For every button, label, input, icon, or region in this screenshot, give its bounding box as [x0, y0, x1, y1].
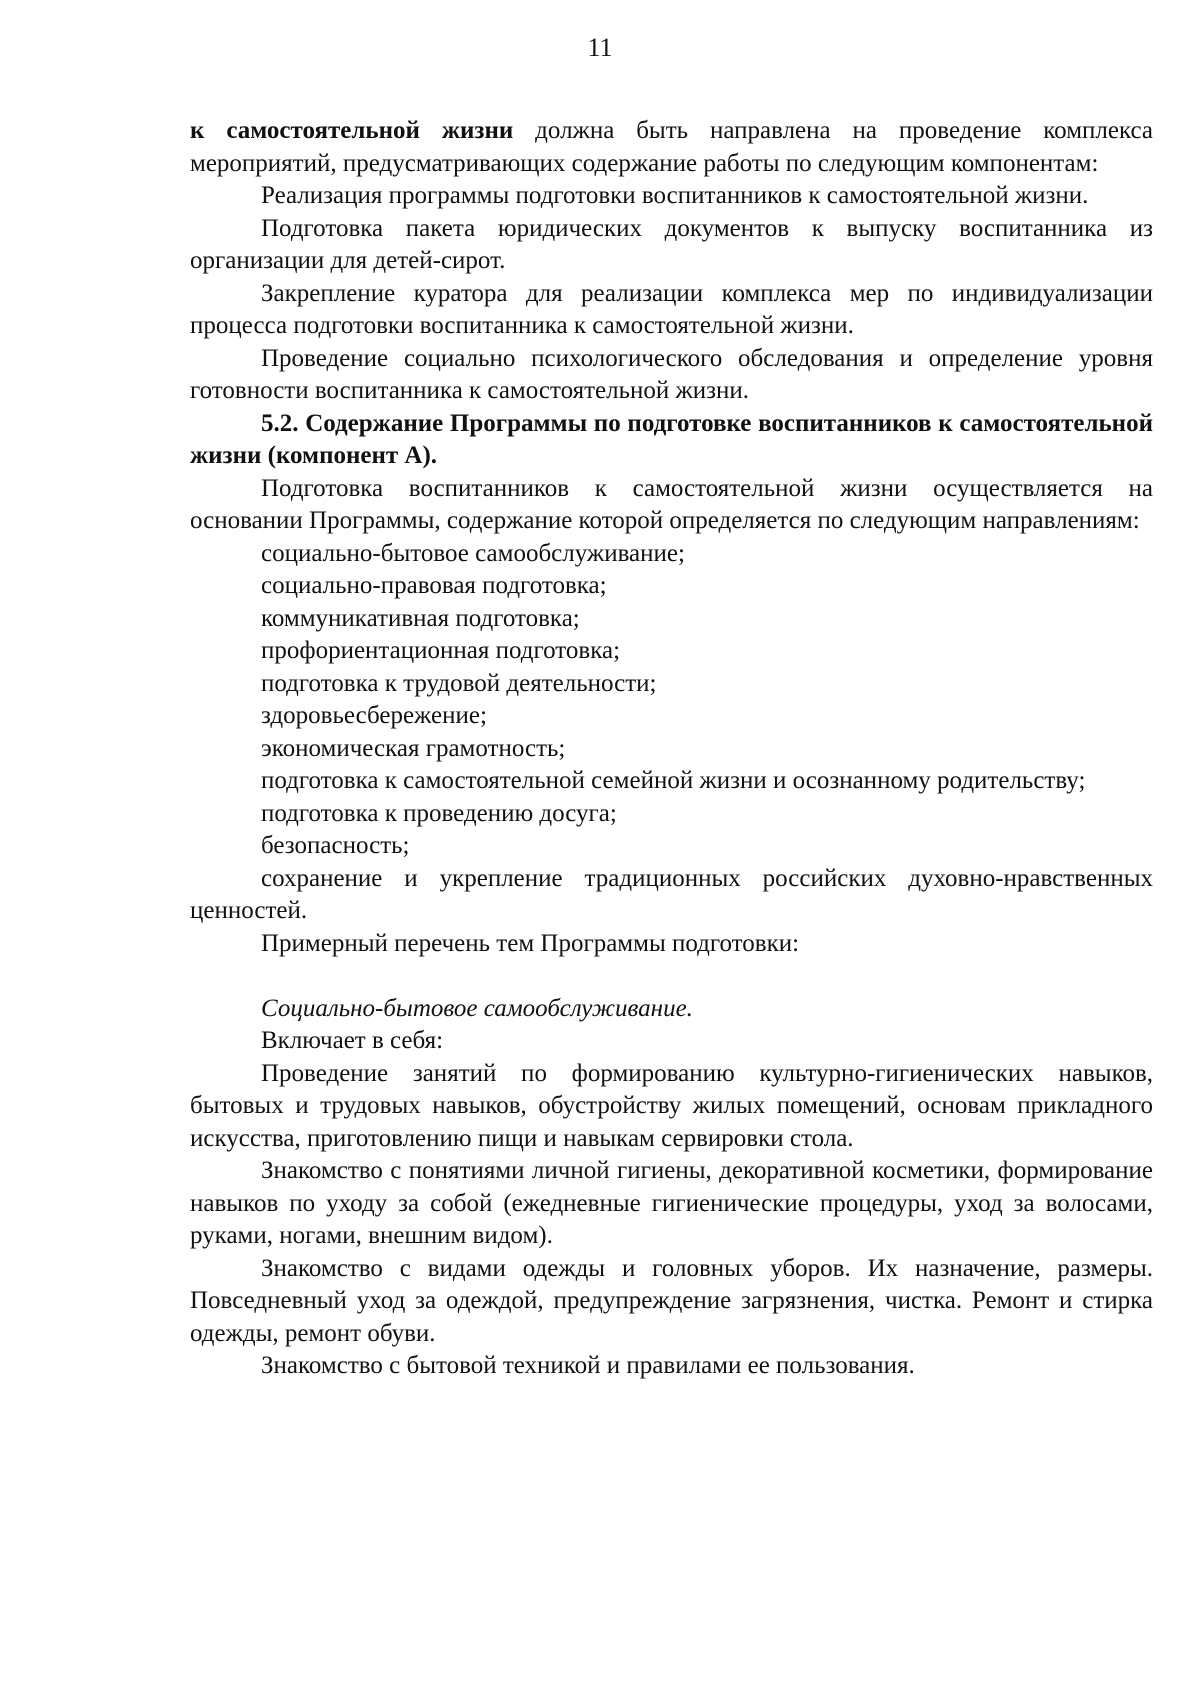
direction-item: здоровьесбережение;: [261, 702, 487, 729]
direction-item: профориентационная подготовка;: [261, 637, 621, 664]
section-heading: 5.2. Содержание Программы по подготовке воспитанников к самостоятельной жизни (компонент А).: [190, 409, 1153, 469]
topic-paragraph: Знакомство с бытовой техникой и правилами ее пользования.: [261, 1352, 915, 1379]
component-paragraph: Подготовка пакета юридических документов к выпуску воспитанника из организации для детей-сирот.: [190, 214, 1153, 274]
component-paragraph: Закрепление куратора для реализации комплекса мер по индивидуализации процесса подготовки воспитанника к самостоятельной жизни.: [190, 279, 1153, 339]
direction-item: экономическая грамотность;: [261, 734, 566, 762]
intro-bold: к самостоятельной жизни: [190, 117, 514, 144]
direction-item: коммуникативная подготовка;: [261, 604, 580, 632]
topics-intro: Примерный перечень тем Программы подготовки:: [261, 929, 800, 957]
includes-label: Включает в себя:: [261, 1027, 444, 1054]
direction-item: подготовка к трудовой деятельности;: [261, 669, 657, 697]
direction-item: подготовка к самостоятельной семейной жизни и осознанному родительству;: [261, 767, 1086, 794]
program-intro-paragraph: Подготовка воспитанников к самостоятельной жизни осуществляется на основании Программы, содержание которой определяется по следующим направлениям:: [190, 474, 1153, 534]
component-paragraph: Реализация программы подготовки воспитанников к самостоятельной жизни.: [261, 182, 1089, 209]
topic-paragraph: Знакомство с понятиями личной гигиены, декоративной косметики, формирование навыков по уходу за собой (ежедневные гигиенические процедуры, уход за волосами, руками, ногами, внешним видом).: [190, 1157, 1153, 1249]
direction-item: социально-правовая подготовка;: [261, 572, 607, 599]
topic-paragraph: Знакомство с видами одежды и головных уборов. Их назначение, размеры. Повседневный уход за одеждой, предупреждение загрязнения, чистка. Ремонт и стирка одежды, ремонт обуви.: [190, 1254, 1153, 1347]
topic-paragraph: Проведение занятий по формированию культурно-гигиенических навыков, бытовых и трудовых навыков, обустройству жилых помещений, основам прикладного искусства, приготовлению пищи и навыкам сервировки стола.: [190, 1059, 1153, 1152]
direction-item: социально-бытовое самообслуживание;: [261, 539, 685, 567]
intro-text: должна быть направлена на проведение комплекса мероприятий, предусматривающих содержание работы по следующим компонентам:: [190, 117, 1154, 177]
direction-item: безопасность;: [261, 832, 410, 859]
document-body: [190, 115, 1153, 1383]
component-paragraph: Проведение социально психологического обследования и определение уровня готовности воспитанника к самостоятельной жизни.: [190, 344, 1153, 404]
blank-line: [190, 960, 1153, 993]
direction-item: сохранение и укрепление традиционных российских духовно-нравственных ценностей.: [190, 864, 1153, 924]
direction-item: подготовка к проведению досуга;: [261, 799, 617, 827]
topic-title: Социально-бытовое самообслуживание.: [261, 994, 693, 1022]
intro-paragraph: [190, 115, 1153, 180]
page-number: 11: [587, 33, 613, 62]
